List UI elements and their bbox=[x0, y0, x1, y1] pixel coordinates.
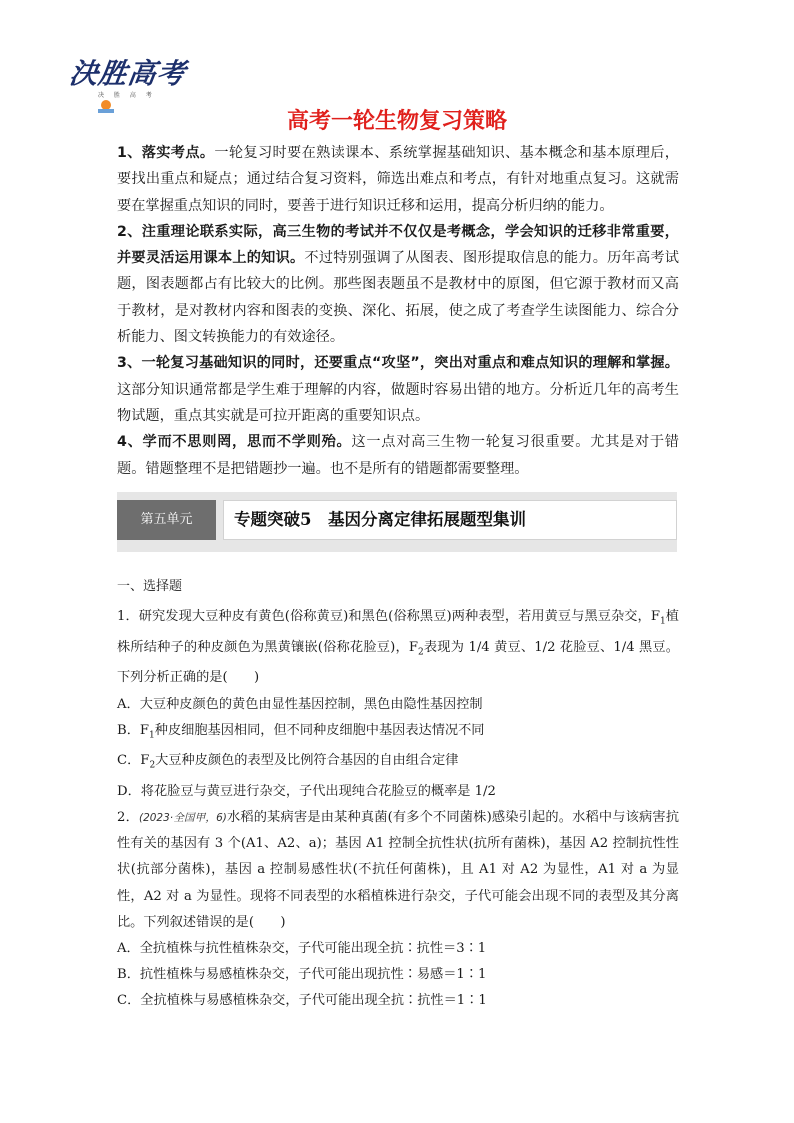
logo-text: 決胜高考 bbox=[67, 57, 189, 90]
question-1-option-b: B．$F_1$种皮细胞基因相同，但不同种皮细胞中基因表达情况不同 bbox=[117, 722, 485, 741]
strategy-text-1: 一轮复习时要在熟读课本、系统掌握基础知识、基本概念和基本原理后，要找出重点和疑点；通过结合复习资料，筛选出难点和考点，有针对地重点复习。这就需要在掌握重点知识的同时，要善于进行知识迁移和运用，提高分析归纳的能力。 bbox=[117, 145, 679, 214]
question-2-stem: 2．(2023·全国甲，6)水稻的某病害是由某种真菌(有多个不同菌株)感染引起的。水稻中与该病害抗性有关的基因有 3 个(A1、A2、a)；基因 A1 控制全抗性状(抗所有菌株)，基因 A2 控制抗性性状(抗部分菌株)，基因 a 控制易感性状(不抗任何菌株)，且 A1 对 A2 为显性，A1 对 a 为显性，A2 对 a 为显性。现将不同表型的水稻植株进行杂交，子代可能会出现不同的表型及其分离比。下列叙述错误的是( ) bbox=[117, 810, 680, 930]
question-section bbox=[117, 576, 679, 1014]
question-1-option-d: D．将花脸豆与黄豆进行杂交，子代出现纯合花脸豆的概率是 1/2 bbox=[117, 784, 496, 800]
question-1-option-a: A．大豆种皮颜色的黄色由显性基因控制，黑色由隐性基因控制 bbox=[117, 696, 483, 712]
strategy-heading-3: 3、一轮复习基础知识的同时，还要重点“攻坚”，突出对重点和难点知识的理解和掌握。 bbox=[117, 355, 679, 372]
section-heading: 一、选择题 bbox=[117, 579, 183, 594]
strategy-paragraph-4 bbox=[117, 429, 679, 482]
question-2-option-c: C．全抗植株与易感植株杂交，子代可能出现全抗∶抗性＝1∶1 bbox=[117, 992, 487, 1008]
unit-tag: 第五单元 bbox=[117, 500, 216, 540]
strategy-heading-1: 1、落实考点。 bbox=[117, 145, 215, 161]
strategy-section bbox=[117, 140, 679, 482]
unit-title: 专题突破5 基因分离定律拓展题型集训 bbox=[234, 510, 526, 529]
question-2-source: (2023·全国甲，6) bbox=[138, 812, 227, 825]
strategy-paragraph-2 bbox=[117, 219, 679, 350]
strategy-text-4: 这一点对高三生物一轮复习很重要。尤其是对于错题。错题整理不是把错题抄一遍。也不是所有的错题都需要整理。 bbox=[117, 434, 679, 477]
question-2-option-a: A．全抗植株与抗性植株杂交，子代可能出现全抗∶抗性＝3∶1 bbox=[117, 940, 487, 956]
strategy-heading-2: 2、注重理论联系实际，高三生物的考试并不仅仅是考概念，学会知识的迁移非常重要，并要灵活运用课本上的知识。 bbox=[117, 223, 679, 267]
strategy-paragraph-1 bbox=[117, 140, 679, 219]
unit-title-box bbox=[223, 500, 677, 540]
unit-banner bbox=[117, 492, 677, 552]
strategy-paragraph-3 bbox=[117, 350, 679, 429]
strategy-text-2: 不过特别强调了从图表、图形提取信息的能力。历年高考试题，图表题都占有比较大的比例。那些图表题虽不是教材中的原图，但它源于教材而又高于教材，是对教材内容和图表的变换、深化、拓展，使之成了考查学生读图能力、综合分析能力、图文转换能力的有效途径。 bbox=[117, 250, 679, 346]
strategy-heading-4: 4、学而不思则罔，思而不学则殆。 bbox=[117, 434, 352, 451]
question-1-option-c: C．$F_2$大豆种皮颜色的表型及比例符合基因的自由组合定律 bbox=[117, 753, 459, 772]
logo-subtitle: 决 胜 高 考 bbox=[98, 92, 156, 99]
question-2-option-b: B．抗性植株与易感植株杂交，子代可能出现抗性∶易感＝1∶1 bbox=[117, 966, 487, 982]
strategy-text-3: 这部分知识通常都是学生难于理解的内容，做题时容易出错的地方。分析近几年的高考生物试题，重点其实就是可拉开距离的重要知识点。 bbox=[117, 381, 679, 424]
question-1-stem: 1．研究发现大豆种皮有黄色(俗称黄豆)和黑色(俗称黑豆)两种表型，若用黄豆与黑豆杂交，$F_1$植株所结种子的种皮颜色为黑黄镶嵌(俗称花脸豆)，$F_2$表现为 1/4 黄豆、1/2 花脸豆、1/4 黑豆。下列分析正确的是( ) bbox=[117, 609, 679, 686]
document-title: 高考一轮生物复习策略 bbox=[286, 109, 507, 134]
